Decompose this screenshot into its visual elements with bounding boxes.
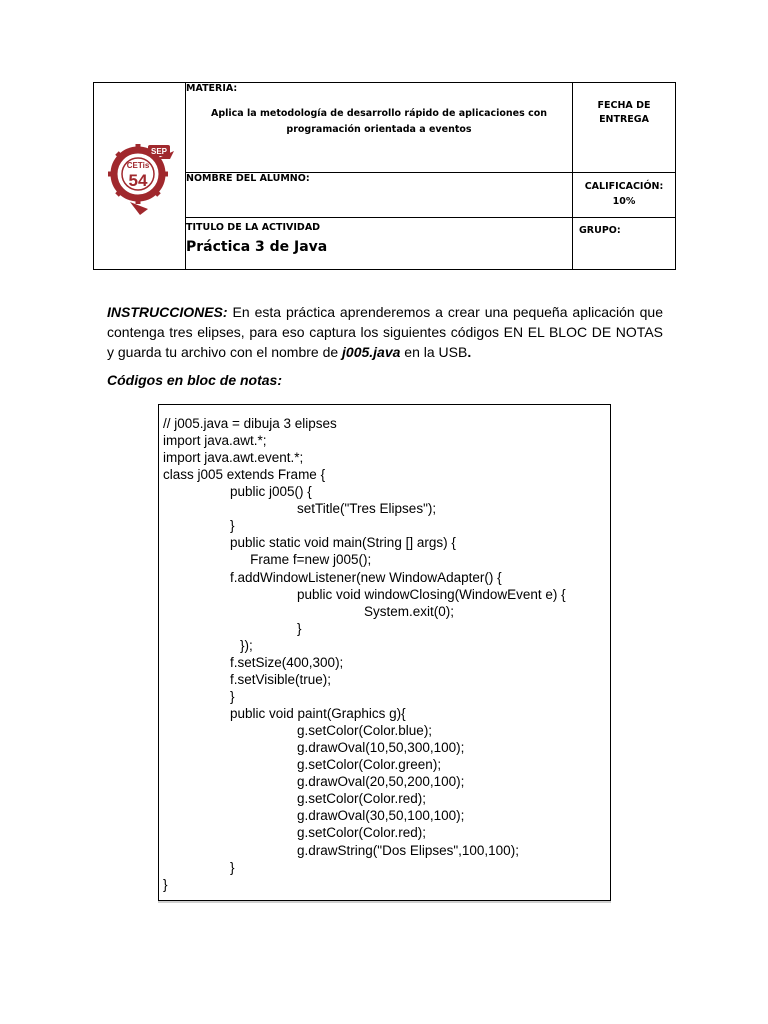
titulo-label: TITULO DE LA ACTIVIDAD — [186, 222, 321, 233]
instructions-text-2: en la USB — [400, 344, 468, 360]
code-line: } — [297, 620, 302, 636]
code-line: f.setVisible(true); — [230, 671, 332, 687]
school-logo-cell — [94, 83, 186, 270]
instructions-filename: j005.java — [342, 344, 401, 360]
titulo-cell — [186, 218, 573, 270]
materia-text: Aplica la metodología de desarrollo rápido de aplicaciones con programación orientada a eventos — [211, 108, 547, 135]
logo-number: 54 — [128, 171, 147, 190]
calificacion-cell — [573, 173, 676, 218]
code-line: // j005.java = dibuja 3 elipses — [163, 416, 337, 431]
code-line: public void windowClosing(WindowEvent e) { — [297, 586, 566, 602]
code-line: g.drawOval(20,50,200,100); — [297, 774, 465, 790]
code-line: g.drawOval(10,50,300,100); — [297, 740, 465, 756]
code-line: import java.awt.event.*; — [163, 450, 304, 466]
code-line: public j005() { — [230, 484, 312, 500]
code-line: g.drawOval(30,50,100,100); — [297, 808, 465, 824]
fecha-label: FECHA DE ENTREGA — [597, 100, 651, 125]
logo-cetis-text: CETis — [126, 161, 149, 170]
code-listing — [158, 404, 611, 901]
code-line: public void paint(Graphics g){ — [230, 706, 406, 722]
instructions-text-1: En esta práctica aprenderemos a crear una pequeña aplicación que contenga tres elipses, para eso captura los siguientes códigos EN EL BLOC DE NOTAS y guarda tu archivo con el nombre de — [107, 304, 663, 360]
fecha-cell — [573, 83, 676, 173]
materia-label: MATERIA: — [186, 83, 238, 94]
grupo-label: GRUPO: — [579, 225, 621, 236]
header-table — [93, 82, 676, 270]
code-line: } — [230, 859, 235, 875]
code-line: } — [230, 518, 235, 534]
code-line: g.setColor(Color.blue); — [297, 723, 433, 739]
instructions-paragraph — [107, 302, 663, 362]
code-line: import java.awt.*; — [163, 433, 267, 449]
code-line: } — [230, 688, 235, 704]
code-line: Frame f=new j005(); — [250, 552, 372, 568]
activity-title: Práctica 3 de Java — [186, 239, 328, 255]
code-line: public static void main(String [] args) { — [230, 535, 456, 551]
calificacion-value: 10% — [612, 196, 636, 207]
code-line: g.drawString("Dos Elipses",100,100); — [297, 842, 519, 858]
cetis-logo — [100, 129, 180, 219]
code-line: g.setColor(Color.red); — [297, 791, 427, 807]
code-line: }); — [240, 637, 253, 653]
instructions-period: . — [467, 344, 472, 360]
code-line: System.exit(0); — [364, 603, 455, 619]
code-line: f.addWindowListener(new WindowAdapter() { — [230, 569, 502, 585]
code-line: setTitle("Tres Elipses"); — [297, 501, 437, 517]
logo-sep-text: SEP — [150, 147, 167, 156]
code-line: f.setSize(400,300); — [230, 654, 344, 670]
code-line: g.setColor(Color.red); — [297, 825, 427, 841]
materia-cell — [186, 83, 573, 173]
code-heading: Códigos en bloc de notas: — [107, 372, 283, 388]
calificacion-label: CALIFICACIÓN: — [584, 181, 664, 192]
code-line: } — [163, 876, 168, 892]
nombre-cell — [186, 173, 573, 218]
grupo-cell — [573, 218, 676, 270]
nombre-label: NOMBRE DEL ALUMNO: — [186, 173, 310, 184]
code-line: class j005 extends Frame { — [163, 467, 326, 483]
instructions-label: INSTRUCCIONES: — [107, 304, 228, 320]
code-line: g.setColor(Color.green); — [297, 757, 442, 773]
